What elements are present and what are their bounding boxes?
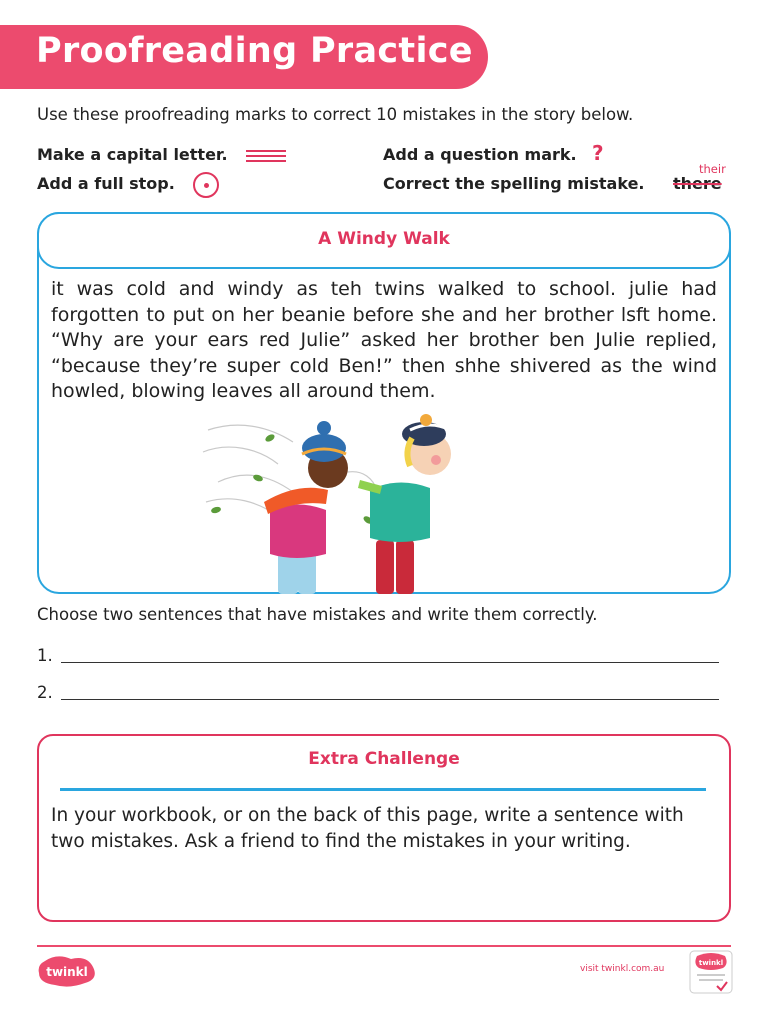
footer-link[interactable]: visit twinkl.com.au: [580, 964, 665, 974]
spelling-correction: their: [699, 162, 726, 176]
question-mark-symbol: ?: [592, 141, 604, 165]
circled-dot-icon: [193, 172, 219, 198]
capital-mark-label: Make a capital letter.: [37, 145, 228, 164]
spelling-mark-label: Correct the spelling mistake.: [383, 174, 645, 193]
story-text: it was cold and windy as teh twins walked to school. julie had forgotten to put on her beanie before she and her brother lsft home. “Why are your ears red Julie” asked her brother ben Julie replied, “because they’re super cold Ben!” then shhe shivered as the wind howled, blowing leaves all around them.: [51, 278, 717, 402]
extra-challenge-title: Extra Challenge: [308, 749, 460, 769]
spelling-wrong-word: there: [673, 174, 722, 193]
twinkl-logo-text: twinkl: [46, 965, 88, 979]
full-stop-mark-label: Add a full stop.: [37, 174, 175, 193]
windy-walk-illustration: [198, 412, 468, 594]
question-mark-label: Add a question mark.: [383, 145, 577, 164]
quality-badge-icon: [689, 950, 733, 994]
line-number-1: 1.: [37, 646, 53, 665]
answer-line-2[interactable]: [61, 699, 719, 700]
twinkl-logo[interactable]: [37, 955, 97, 987]
footer-divider: [37, 945, 731, 947]
story-header: [37, 212, 731, 269]
page-title: Proofreading Practice: [36, 31, 473, 71]
line-number-2: 2.: [37, 683, 53, 702]
instructions: Use these proofreading marks to correct 10 mistakes in the story below.: [37, 105, 634, 124]
story-title: A Windy Walk: [318, 229, 450, 249]
task-prompt: Choose two sentences that have mistakes and write them correctly.: [37, 605, 598, 624]
extra-challenge-text: In your workbook, or on the back of this page, write a sentence with two mistakes. Ask a friend to find the mistakes in your writing.: [51, 805, 684, 852]
badge-logo-text: twinkl: [698, 959, 724, 967]
answer-line-1[interactable]: [61, 662, 719, 663]
extra-challenge-divider: [60, 788, 706, 791]
triple-underline-icon: [246, 150, 286, 166]
